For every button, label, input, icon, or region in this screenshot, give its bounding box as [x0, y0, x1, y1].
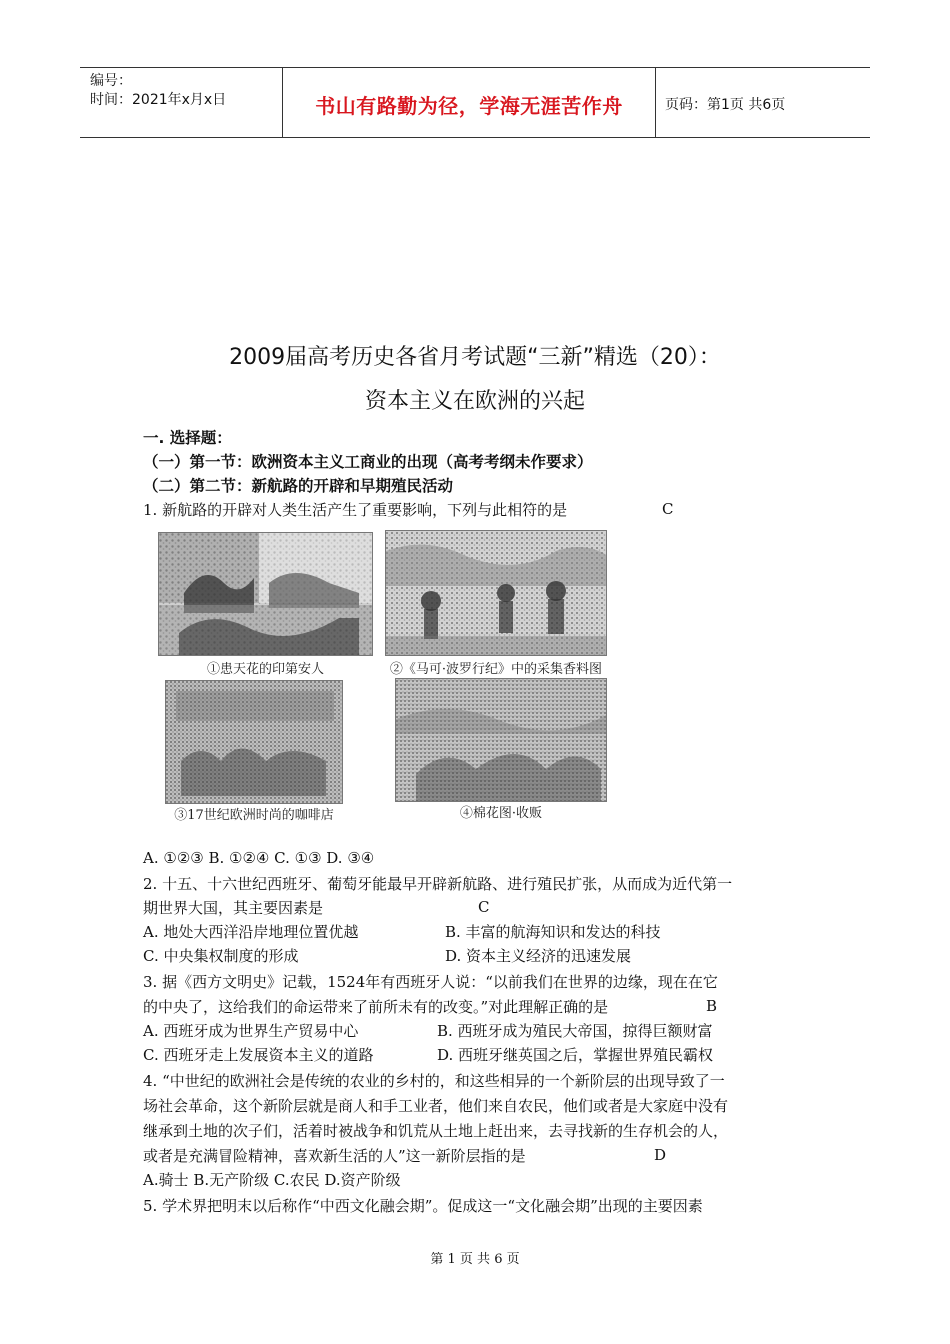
doc-title: 2009届高考历史各省月考试题“三新”精选（20）：: [229, 345, 721, 370]
figure-3-image: [165, 680, 343, 804]
page-header: [80, 67, 870, 138]
subsection-1: （一）第一节：欧洲资本主义工商业的出现（高考考纲未作要求）: [143, 453, 593, 471]
q2-line1: 2. 十五、十六世纪西班牙、葡萄牙能最早开辟新航路、进行殖民扩张，从而成为近代第一: [143, 875, 733, 893]
q3-option-c: C. 西班牙走上发展资本主义的道路: [143, 1046, 374, 1064]
figure-4-caption: ④棉花图·收贩: [459, 806, 543, 821]
figure-1-illustration: [159, 533, 373, 655]
q2-option-b: B. 丰富的航海知识和发达的科技: [445, 923, 661, 941]
q2-answer: C: [478, 898, 490, 916]
q2-option-a: A. 地处大西洋沿岸地理位置优越: [143, 923, 359, 941]
motto: 书山有路勤为径，学海无涯苦作舟: [315, 94, 623, 118]
q3-option-b: B. 西班牙成为殖民大帝国，掠得巨额财富: [437, 1022, 713, 1040]
figure-3: [165, 680, 343, 826]
q1-options: A. ①②③ B. ①②④ C. ①③ D. ③④: [143, 849, 375, 867]
figure-2-caption: ②《马可·波罗行纪》中的采集香料图: [389, 662, 603, 677]
q3-line1: 3. 据《西方文明史》记载，1524年有西班牙人说：“以前我们在世界的边缘，现在在它: [143, 973, 718, 991]
q1-text: 1. 新航路的开辟对人类生活产生了重要影响，下列与此相符的是: [143, 501, 568, 519]
q2-option-c: C. 中央集权制度的形成: [143, 947, 299, 965]
header-motto-cell: [282, 68, 656, 137]
figure-2-image: [385, 530, 607, 656]
figure-4: [395, 678, 607, 824]
q3-line2: 的中央了，这给我们的命运带来了前所未有的改变。”对此理解正确的是: [143, 998, 609, 1016]
q2-option-d: D. 资本主义经济的迅速发展: [445, 947, 632, 965]
q4-line1: 4. “中世纪的欧洲社会是传统的农业的乡村的，和这些相异的一个新阶层的出现导致了一: [143, 1072, 725, 1090]
header-meta: [80, 68, 282, 137]
doc-subtitle: 资本主义在欧洲的兴起: [364, 389, 585, 414]
number-label: 编号：: [90, 73, 132, 89]
q3-option-d: D. 西班牙继英国之后，掌握世界殖民霸权: [437, 1046, 714, 1064]
q4-line3: 继承到土地的次子们，活着时被战争和饥荒从土地上赶出来，去寻找新的生存机会的人，: [143, 1122, 729, 1140]
section-heading: 一. 选择题：: [143, 429, 232, 447]
subsection-2: （二）第二节：新航路的开辟和早期殖民活动: [143, 477, 454, 495]
q4-answer: D: [654, 1146, 667, 1164]
figure-2: [385, 530, 607, 680]
figure-1: [158, 532, 373, 680]
q4-line4: 或者是充满冒险精神，喜欢新生活的人”这一新阶层指的是: [143, 1147, 526, 1165]
header-page-cell: [655, 68, 870, 137]
q1-answer: C: [662, 500, 674, 518]
page-footer: 第 1 页 共 6 页: [430, 1252, 520, 1267]
page-code: 页码：第1页 共6页: [665, 97, 786, 113]
q3-answer: B: [706, 997, 718, 1015]
figure-3-illustration: [166, 681, 343, 803]
q4-options: A.骑士 B.无产阶级 C.农民 D.资产阶级: [143, 1171, 401, 1189]
figure-2-illustration: [386, 531, 607, 655]
figure-1-image: [158, 532, 373, 656]
figure-1-caption: ①患天花的印第安人: [206, 662, 324, 677]
figure-3-caption: ③17世纪欧洲时尚的咖啡店: [174, 808, 334, 823]
time-label: 时间：2021年x月x日: [90, 92, 227, 108]
q2-line2: 期世界大国，其主要因素是: [143, 899, 324, 917]
q4-line2: 场社会革命，这个新阶层就是商人和手工业者，他们来自农民，他们或者是大家庭中没有: [143, 1097, 729, 1115]
q5-line1: 5. 学术界把明末以后称作“中西文化融会期”。促成这一“文化融会期”出现的主要因素: [143, 1197, 703, 1215]
q3-option-a: A. 西班牙成为世界生产贸易中心: [143, 1022, 359, 1040]
figure-4-illustration: [396, 679, 607, 801]
figure-4-image: [395, 678, 607, 802]
